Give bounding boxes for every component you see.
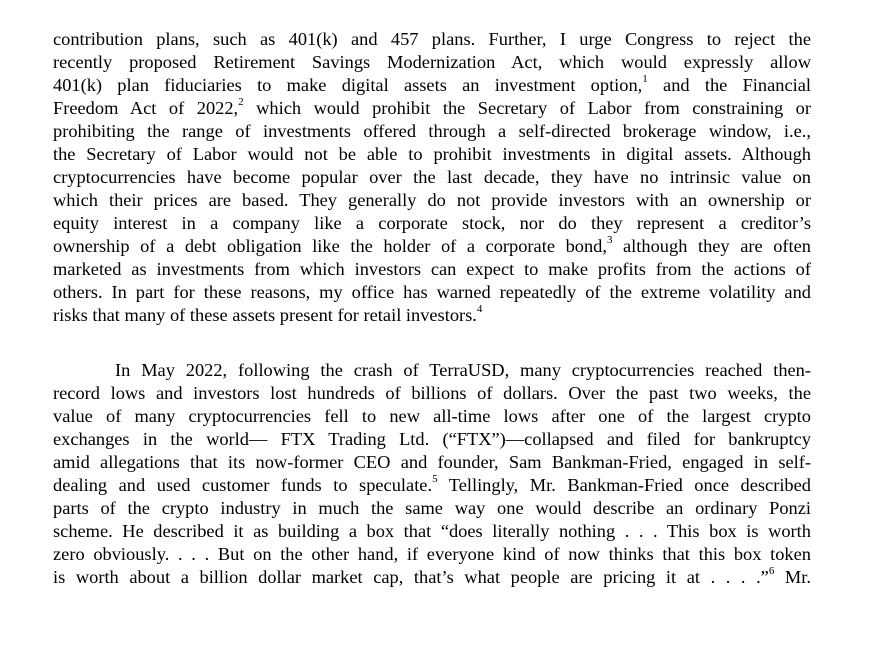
text-line: equity interest in a company like a corporate stock, nor do they represent a creditor’s: [53, 213, 811, 233]
text-line: dealing and used customer funds to speculate.$^5$ Tellingly, Mr. Bankman-Fried once described: [53, 472, 811, 495]
paragraph-2: [53, 359, 811, 589]
footnote-ref[interactable]: 3: [606, 233, 613, 246]
document-page: [53, 28, 811, 589]
text-line: record lows and investors lost hundreds of billions of dollars. Over the past two weeks, the: [53, 383, 811, 403]
text-line: cryptocurrencies have become popular over the last decade, they have no intrinsic value on: [53, 167, 811, 187]
footnote-ref[interactable]: 6: [768, 564, 775, 577]
text-line: exchanges in the world— FTX Trading Ltd. (“FTX”)—collapsed and filed for bankruptcy: [53, 429, 811, 449]
text-line: others. In part for these reasons, my office has warned repeatedly of the extreme volatility and: [53, 282, 811, 302]
text-line: marketed as investments from which investors can expect to make profits from the actions of: [53, 259, 811, 279]
text-line: the Secretary of Labor would not be able to prohibit investments in digital assets. Although: [53, 144, 811, 164]
text-line: scheme. He described it as building a box that “does literally nothing . . . This box is worth: [53, 521, 811, 541]
paragraph-1: [53, 28, 811, 327]
text-line: value of many cryptocurrencies fell to new all-time lows after one of the largest crypto: [53, 406, 811, 426]
footnote-ref[interactable]: 2: [238, 95, 244, 108]
text-line: Freedom Act of 2022,$^2$ which would prohibit the Secretary of Labor from constraining or: [53, 95, 811, 118]
paragraph-spacer: [53, 327, 811, 359]
text-line: parts of the crypto industry in much the same way one would describe an ordinary Ponzi: [53, 498, 811, 518]
footnote-ref[interactable]: 4: [476, 302, 483, 315]
text-line: amid allegations that its now-former CEO and founder, Sam Bankman-Fried, engaged in self-: [53, 452, 811, 472]
text-line: zero obviously. . . . But on the other hand, if everyone kind of now thinks that this box token: [53, 544, 811, 564]
text-line: risks that many of these assets present for retail investors.$^4$: [53, 302, 483, 325]
text-line: is worth about a billion dollar market cap, that’s what people are pricing it at . . . .”$^6$ Mr.: [53, 564, 811, 587]
footnote-ref[interactable]: 1: [642, 72, 648, 85]
text-line: 401(k) plan fiduciaries to make digital assets an investment option,$^1$ and the Financial: [53, 72, 811, 95]
text-line: prohibiting the range of investments offered through a self-directed brokerage window, i.e.,: [53, 121, 811, 141]
text-line: which their prices are based. They generally do not provide investors with an ownership or: [53, 190, 811, 210]
text-line: recently proposed Retirement Savings Modernization Act, which would expressly allow: [53, 52, 811, 72]
footnote-ref[interactable]: 5: [432, 472, 438, 485]
text-line: In May 2022, following the crash of TerraUSD, many cryptocurrencies reached then-: [115, 360, 811, 380]
text-line: contribution plans, such as 401(k) and 457 plans. Further, I urge Congress to reject the: [53, 29, 811, 49]
text-line: ownership of a debt obligation like the holder of a corporate bond,$^3$ although they are often: [53, 233, 811, 256]
